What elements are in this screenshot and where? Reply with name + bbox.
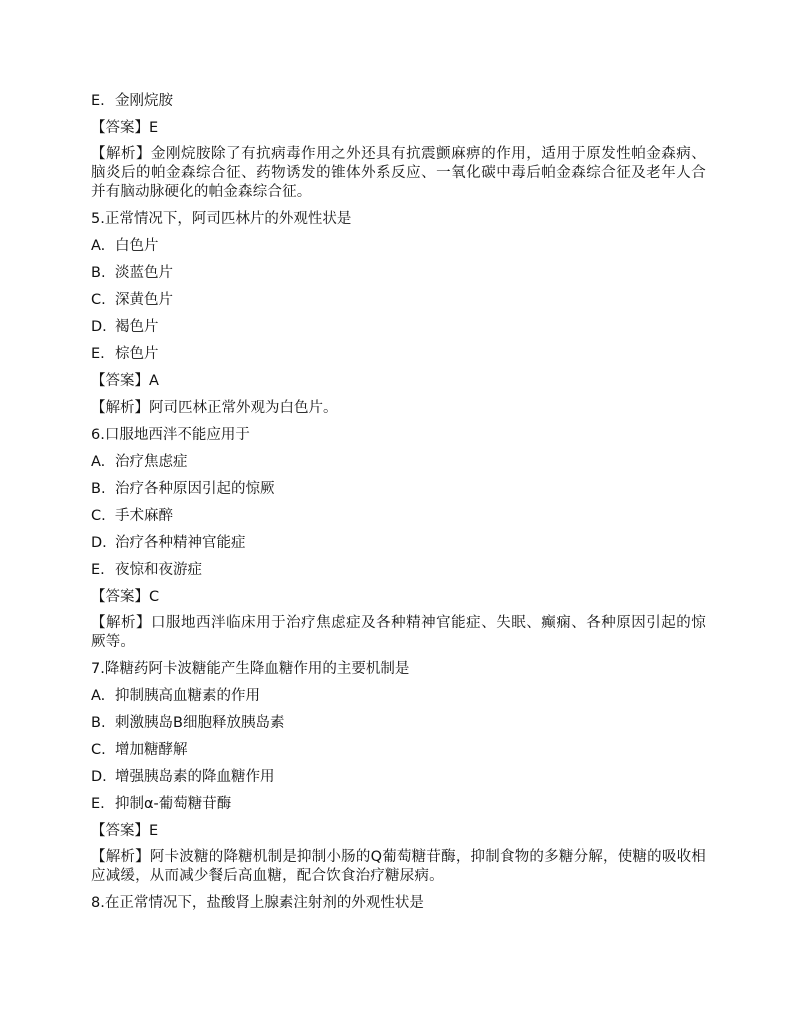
option-letter: A.: [91, 238, 106, 254]
option-e: [91, 794, 706, 814]
question-5: 5.正常情况下，阿司匹林片的外观性状是: [91, 211, 352, 227]
question-8: 8.在正常情况下，盐酸肾上腺素注射剂的外观性状是: [91, 895, 424, 911]
option-letter: E.: [91, 346, 105, 362]
option-e: [91, 560, 706, 580]
option-text: 棕色片: [115, 346, 159, 362]
option-letter: A.: [91, 454, 106, 470]
option-text: 治疗各种原因引起的惊厥: [115, 481, 275, 497]
option-e: [91, 344, 706, 364]
option-letter: E.: [91, 796, 105, 812]
answer-line: 【答案】E: [91, 120, 159, 136]
option-text: 手术麻醉: [115, 508, 173, 524]
option-text: 褐色片: [115, 319, 159, 335]
option-text: 淡蓝色片: [115, 265, 173, 281]
question-7: 7.降糖药阿卡波糖能产生降血糖作用的主要机制是: [91, 661, 410, 677]
option-d: [91, 767, 706, 787]
answer-line: 【答案】C: [91, 589, 160, 605]
option-letter: E.: [91, 562, 105, 578]
option-text: 抑制胰高血糖素的作用: [115, 688, 260, 704]
option-text: 增加糖酵解: [115, 742, 188, 758]
option-letter: A.: [91, 688, 106, 704]
option-b: [91, 479, 706, 499]
option-a: [91, 452, 706, 472]
option-text: 刺激胰岛B细胞释放胰岛素: [115, 715, 285, 731]
option-letter: C.: [91, 742, 106, 758]
option-c: [91, 740, 706, 760]
document-content: [91, 91, 706, 920]
option-text: 金刚烷胺: [115, 93, 173, 109]
option-letter: D.: [91, 535, 107, 551]
option-letter: C.: [91, 292, 106, 308]
option-text: 深黄色片: [115, 292, 173, 308]
option-b: [91, 713, 706, 733]
explanation-paragraph: 【解析】阿司匹林正常外观为白色片。: [91, 400, 338, 416]
option-d: [91, 533, 706, 553]
answer-line: 【答案】E: [91, 823, 159, 839]
explanation-paragraph: 【解析】金刚烷胺除了有抗病毒作用之外还具有抗震颤麻痹的作用，适用于原发性帕金森病、脑炎后的帕金森综合征、药物诱发的锥体外系反应、一氧化碳中毒后帕金森综合征及老年人合并有脑动脉硬化的帕金森综合征。: [91, 146, 706, 200]
option-letter: E.: [91, 93, 105, 109]
option-c: [91, 290, 706, 310]
explanation-paragraph: 【解析】阿卡波糖的降糖机制是抑制小肠的Q葡萄糖苷酶，抑制食物的多糖分解，使糖的吸收相应减缓，从而减少餐后高血糖，配合饮食治疗糖尿病。: [91, 849, 706, 884]
answer-line: 【答案】A: [91, 373, 159, 389]
option-text: 白色片: [115, 238, 159, 254]
option-text: 增强胰岛素的降血糖作用: [115, 769, 275, 785]
option-letter: B.: [91, 265, 106, 281]
option-text: 治疗焦虑症: [115, 454, 188, 470]
option-a: [91, 686, 706, 706]
option-b: [91, 263, 706, 283]
option-letter: D.: [91, 769, 107, 785]
option-a: [91, 236, 706, 256]
option-text: 抑制α-葡萄糖苷酶: [115, 796, 232, 812]
option-letter: C.: [91, 508, 106, 524]
option-letter: B.: [91, 715, 106, 731]
option-text: 夜惊和夜游症: [115, 562, 202, 578]
question-6: 6.口服地西泮不能应用于: [91, 427, 250, 443]
option-d: [91, 317, 706, 337]
option-c: [91, 506, 706, 526]
explanation-paragraph: 【解析】口服地西泮临床用于治疗焦虑症及各种精神官能症、失眠、癫痫、各种原因引起的惊厥等。: [91, 615, 706, 650]
option-letter: B.: [91, 481, 106, 497]
option-letter: D.: [91, 319, 107, 335]
option-text: 治疗各种精神官能症: [115, 535, 246, 551]
option-e: [91, 91, 706, 111]
